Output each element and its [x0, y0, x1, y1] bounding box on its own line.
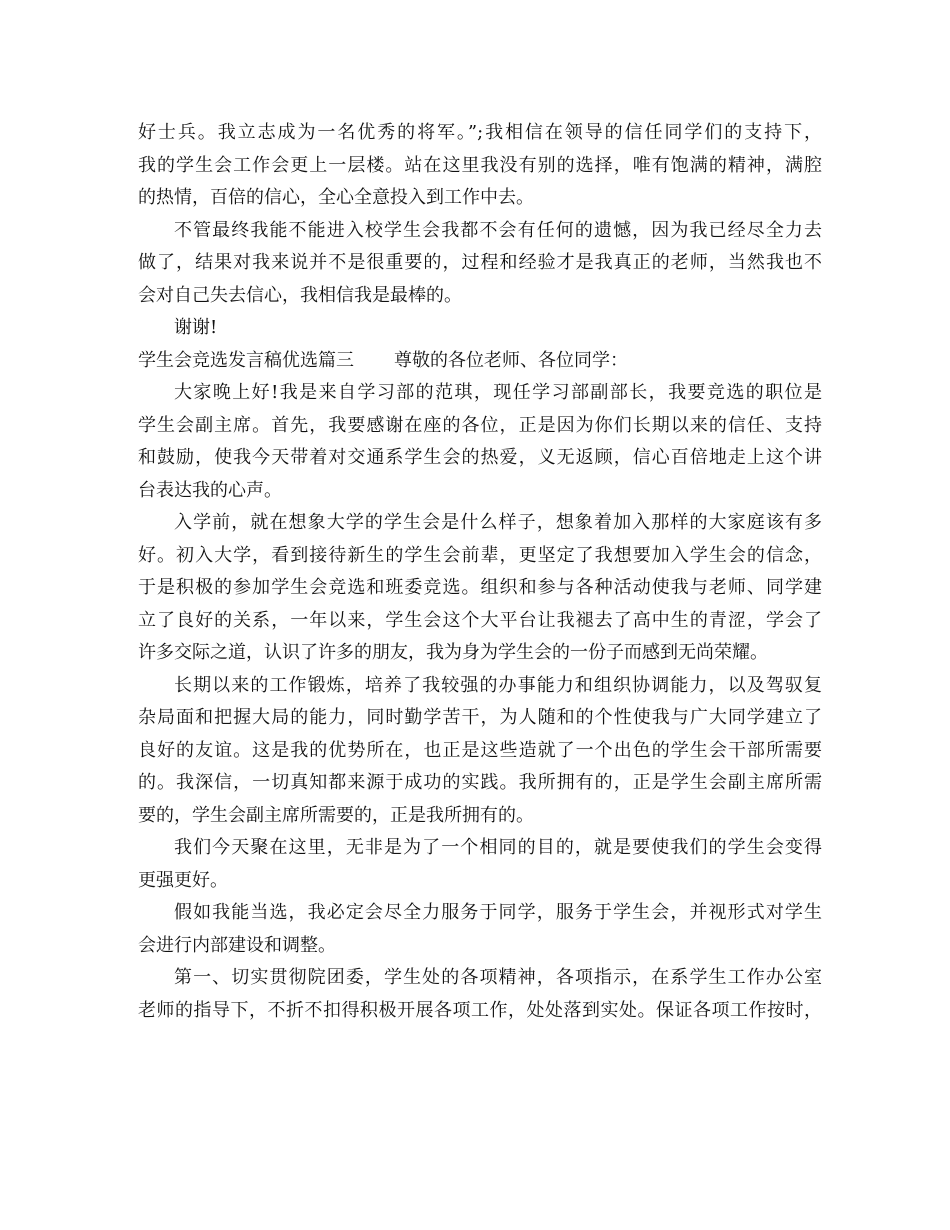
paragraph-start-line: 我们今天聚在这里，无非是为了一个相同的目的，就是要使我们的学生会变得 [174, 837, 822, 858]
section-title: 学生会竞选发言稿优选篇三 [138, 349, 354, 371]
section-heading-line [138, 345, 822, 378]
text-line: 学生会副主席。首先，我要感谢在座的各位，正是因为你们长期以来的信任、支持 [138, 414, 822, 436]
text-line: 和鼓励，使我今天带着对交通系学生会的热爱，义无返顾，信心百倍地走上这个讲 [138, 447, 822, 468]
text-line: 要的，学生会副主席所需要的，正是我所拥有的。 [138, 804, 534, 826]
paragraph-start-line: 入学前，就在想象大学的学生会是什么样子，想象着加入那样的大家庭该有多 [174, 512, 822, 533]
paragraph-start-line: 不管最终我能不能进入校学生会我都不会有任何的遗憾，因为我已经尽全力去 [174, 219, 822, 241]
text-line: 立了良好的关系，一年以来，学生会这个大平台让我褪去了高中生的青涩，学会了 [138, 609, 822, 631]
document-body [138, 117, 822, 1027]
text-line: 会进行内部建设和调整。 [138, 934, 336, 956]
greeting: 尊敬的各位老师、各位同学： [394, 349, 628, 371]
paragraph-start-line: 假如我能当选，我必定会尽全力服务于同学，服务于学生会，并视形式对学生 [174, 902, 822, 923]
paragraph-start-line: 第一、切实贯彻院团委，学生处的各项精神，各项指示，在系学生工作办公室 [174, 967, 822, 988]
text-line: 我的学生会工作会更上一层楼。站在这里我没有别的选择，唯有饱满的精神，满腔 [138, 154, 822, 176]
text-line: 老师的指导下，不折不扣得积极开展各项工作，处处落到实处。保证各项工作按时， [138, 999, 822, 1021]
text-line: 于是积极的参加学生会竞选和班委竞选。组织和参与各种活动使我与老师、同学建 [138, 577, 822, 598]
text-line: 好士兵。我立志成为一名优秀的将军。”;我相信在领导的信任同学们的支持下， [138, 122, 822, 143]
text-line: 更强更好。 [138, 869, 228, 891]
text-line: 会对自己失去信心，我相信我是最棒的。 [138, 284, 462, 306]
thanks-line: 谢谢! [174, 317, 218, 338]
text-line: 做了，结果对我来说并不是很重要的，过程和经验才是我真正的老师，当然我也不 [138, 252, 822, 273]
text-line: 的热情，百倍的信心，全心全意投入到工作中去。 [138, 187, 534, 208]
text-line: 台表达我的心声。 [138, 479, 282, 501]
text-line: 的。我深信，一切真知都来源于成功的实践。我所拥有的，正是学生会副主席所需 [138, 772, 822, 793]
text-line: 好。初入大学，看到接待新生的学生会前辈，更坚定了我想要加入学生会的信念， [138, 544, 822, 566]
paragraph-start-line: 长期以来的工作锻炼，培养了我较强的办事能力和组织协调能力，以及驾驭复 [174, 674, 822, 696]
text-line: 良好的友谊。这是我的优势所在，也正是这些造就了一个出色的学生会干部所需要 [138, 739, 822, 761]
text-line: 许多交际之道，认识了许多的朋友，我为身为学生会的一份子而感到无尚荣耀。 [138, 642, 768, 663]
text-line: 杂局面和把握大局的能力，同时勤学苦干，为人随和的个性使我与广大同学建立了 [138, 707, 822, 728]
paragraph-start-line: 大家晚上好!我是来自学习部的范琪，现任学习部副部长，我要竞选的职位是 [174, 382, 822, 403]
